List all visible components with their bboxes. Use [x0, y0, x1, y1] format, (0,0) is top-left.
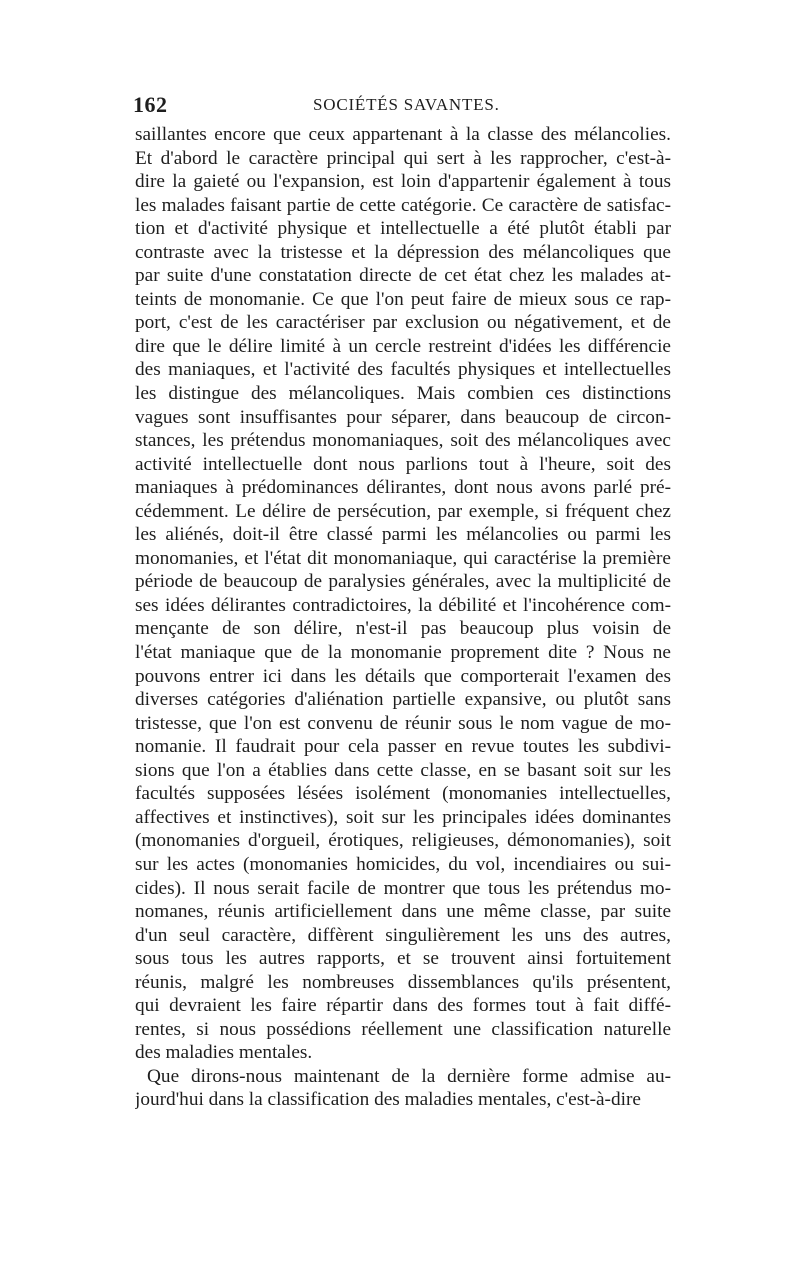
text-line: tion et d'activité physique et intellectuelle a été plutôt établi par [135, 218, 671, 240]
text-line: pouvons entrer ici dans les détails que comporterait l'examen des [135, 665, 671, 687]
text-line: tristesse, que l'on est convenu de réunir sous le nom vague de mo- [135, 712, 671, 734]
text-line: diverses catégories d'aliénation partielle expansive, ou plutôt sans [135, 689, 671, 711]
text-line: par suite d'une constatation directe de cet état chez les malades at- [135, 265, 671, 287]
text-line: jourd'hui dans la classification des maladies mentales, c'est-à-dire [135, 1089, 641, 1111]
text-line: les aliénés, doit-il être classé parmi les mélancolies ou parmi les [135, 524, 671, 546]
text-line: Que dirons-nous maintenant de la dernière forme admise au- [147, 1065, 671, 1087]
text-line: l'état maniaque que de la monomanie proprement dite ? Nous ne [135, 642, 671, 664]
text-line: monomanies, et l'état dit monomaniaque, qui caractérise la première [135, 547, 671, 569]
text-line: stances, les prétendus monomaniaques, soit des mélancoliques avec [135, 430, 671, 452]
text-line: ses idées délirantes contradictoires, la débilité et l'incohérence com- [135, 594, 671, 616]
text-line: vagues sont insuffisantes pour séparer, dans beaucoup de circon- [135, 406, 671, 428]
text-line: dire que le délire limité à un cercle restreint d'idées les différencie [135, 335, 671, 357]
text-line: (monomanies d'orgueil, érotiques, religieuses, démonomanies), soit [135, 830, 671, 852]
text-line: nomanes, réunis artificiellement dans une même classe, par suite [135, 901, 671, 923]
page-header [133, 92, 673, 118]
text-line: dire la gaieté ou l'expansion, est loin d'appartenir également à tous [135, 171, 671, 193]
text-line: sur les actes (monomanies homicides, du vol, incendiaires ou sui- [135, 853, 671, 875]
text-line: facultés supposées lésées isolément (monomanies intellectuelles, [135, 783, 671, 805]
running-title: SOCIÉTÉS SAVANTES. [313, 95, 500, 114]
text-line: cides). Il nous serait facile de montrer que tous les prétendus mo- [135, 877, 671, 899]
text-line: rentes, si nous possédions réellement une classification naturelle [135, 1018, 671, 1040]
text-line: mençante de son délire, n'est-il pas beaucoup plus voisin de [135, 618, 671, 640]
text-line: nomanie. Il faudrait pour cela passer en revue toutes les subdivi- [135, 736, 671, 758]
text-line: les distingue des mélancoliques. Mais combien ces distinctions [135, 383, 671, 405]
text-line: des maniaques, et l'activité des facultés physiques et intellectuelles [135, 359, 671, 381]
text-line: qui devraient les faire répartir dans des formes tout à fait diffé- [135, 995, 671, 1017]
text-line: port, c'est de les caractériser par exclusion ou négativement, et de [135, 312, 671, 334]
text-line: contraste avec la tristesse et la dépression des mélancoliques que [135, 241, 671, 263]
text-line: affectives et instinctives), soit sur les principales idées dominantes [135, 806, 671, 828]
text-line: maniaques à prédominances délirantes, dont nous avons parlé pré- [135, 477, 671, 499]
text-line: les malades faisant partie de cette catégorie. Ce caractère de satisfac- [135, 194, 671, 216]
text-line: saillantes encore que ceux appartenant à la classe des mélancolies. [135, 124, 671, 145]
page-number: 162 [133, 92, 168, 117]
text-line: Et d'abord le caractère principal qui sert à les rapprocher, c'est-à- [135, 147, 671, 169]
text-line: activité intellectuelle dont nous parlions tout à l'heure, soit des [135, 453, 671, 475]
text-line: période de beaucoup de paralysies générales, avec la multiplicité de [135, 571, 671, 593]
body-text [135, 123, 671, 1112]
text-line: sions que l'on a établies dans cette classe, en se basant soit sur les [135, 759, 671, 781]
text-line: cédemment. Le délire de persécution, par exemple, si fréquent chez [135, 500, 671, 522]
text-line: teints de monomanie. Ce que l'on peut faire de mieux sous ce rap- [135, 288, 671, 310]
text-line: réunis, malgré les nombreuses dissemblances qu'ils présentent, [135, 971, 671, 993]
text-line: des maladies mentales. [135, 1042, 313, 1064]
text-line: d'un seul caractère, diffèrent singulièrement les uns des autres, [135, 924, 671, 946]
text-line: sous tous les autres rapports, et se trouvent ainsi fortuitement [135, 948, 671, 970]
